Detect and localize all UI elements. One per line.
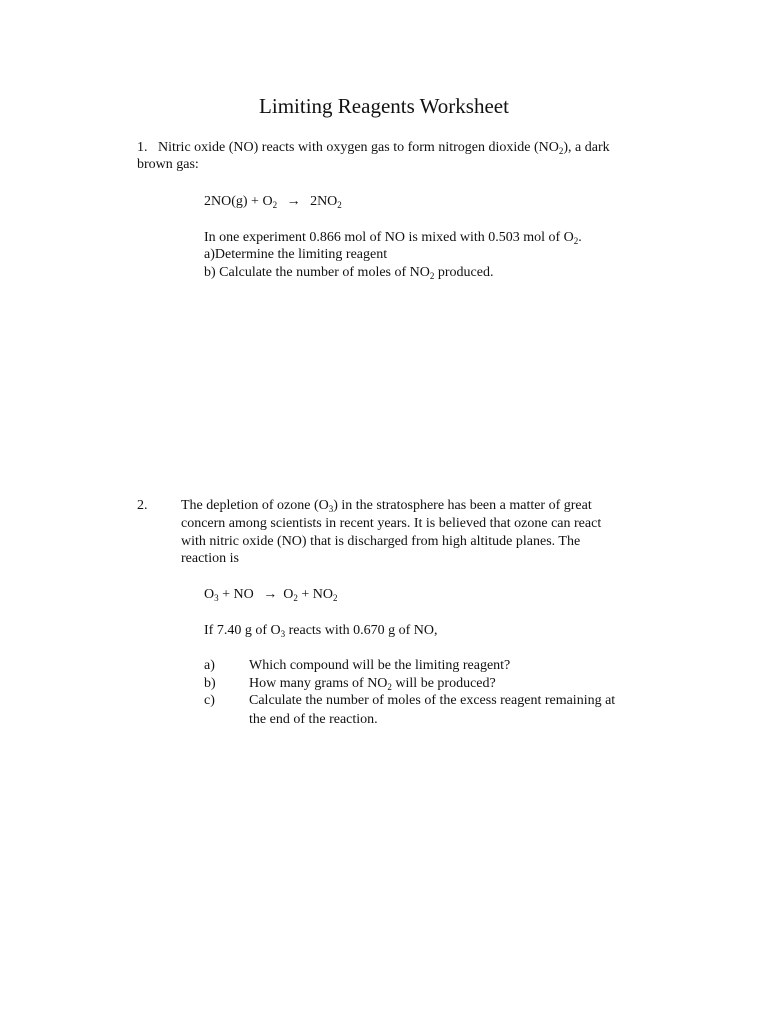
q1-equation (204, 193, 342, 214)
q2-line-2: concern among scientists in recent years. It is believed that ozone can react (181, 516, 602, 531)
q2-part-b-label: b) (204, 676, 216, 691)
q2-part-b-sub: 2 (387, 682, 392, 692)
q1-part-b-sub: 2 (429, 271, 435, 281)
q2-line-1-end: ) in the stratosphere has been a matter of great (333, 498, 592, 513)
q2-part-b-text-a: How many grams of NO (249, 676, 388, 691)
q2-eq-plus-no: + NO (218, 587, 254, 602)
q2-eq-plus-no2: + NO (297, 587, 333, 602)
reaction-arrow-icon: → (263, 587, 278, 602)
q1-eq-right: 2NO (310, 194, 338, 209)
q2-eq-o: O (204, 587, 215, 602)
q1-intro-subscript: 2 (558, 146, 564, 156)
q1-eq-right-sub: 2 (337, 200, 342, 210)
q2-part-c-text-2: the end of the reaction. (249, 712, 378, 727)
q2-number: 2. (137, 498, 148, 513)
q2-part-b-text-b: will be produced? (391, 676, 496, 691)
q1-part-b-end: produced. (434, 265, 494, 280)
q2-part-c-text: Calculate the number of moles of the excess reagent remaining at (249, 693, 616, 708)
q1-statement-text: In one experiment 0.866 mol of NO is mixed with 0.503 mol of O (204, 230, 574, 245)
reaction-arrow-icon: → (286, 194, 301, 209)
q2-part-a-label: a) (204, 658, 215, 673)
q2-line-3: with nitric oxide (NO) that is discharged from high altitude planes. The (181, 534, 581, 549)
q1-number: 1. (137, 140, 148, 155)
q1-part-b-text: b) Calculate the number of moles of NO (204, 265, 430, 280)
q1-intro-text: Nitric oxide (NO) reacts with oxygen gas to form nitrogen dioxide (NO (158, 140, 559, 155)
q1-intro-line (137, 139, 610, 160)
page-title: Limiting Reagents Worksheet (259, 94, 509, 118)
q2-part-c-label: c) (204, 693, 215, 708)
q2-part-a-text: Which compound will be the limiting reagent? (249, 658, 511, 673)
q2-eq-o2-sub: 2 (293, 593, 298, 603)
q2-eq-o2: O (283, 587, 294, 602)
q1-eq-left: 2NO(g) + O (204, 194, 273, 209)
q2-eq-no2-sub: 2 (333, 593, 338, 603)
q2-line-4: reaction is (181, 551, 239, 566)
q1-intro-line-2: brown gas: (137, 157, 199, 172)
q2-equation (204, 586, 338, 607)
q1-statement-end: . (578, 230, 582, 245)
q1-part-b (204, 264, 493, 285)
q1-statement-sub: 2 (573, 236, 579, 246)
q2-given-sub: 3 (280, 629, 286, 639)
q1-part-a: a)Determine the limiting reagent (204, 247, 388, 262)
q2-line-1-text: The depletion of ozone (O (181, 498, 329, 513)
q2-given (204, 622, 438, 643)
q2-eq-o-sub: 3 (214, 593, 219, 603)
q2-given-end: reacts with 0.670 g of NO, (285, 623, 438, 638)
q1-intro-end: ), a dark (563, 140, 610, 155)
q1-eq-left-sub: 2 (272, 200, 278, 210)
q2-given-text: If 7.40 g of O (204, 623, 281, 638)
q2-line-1-sub: 3 (328, 504, 334, 514)
